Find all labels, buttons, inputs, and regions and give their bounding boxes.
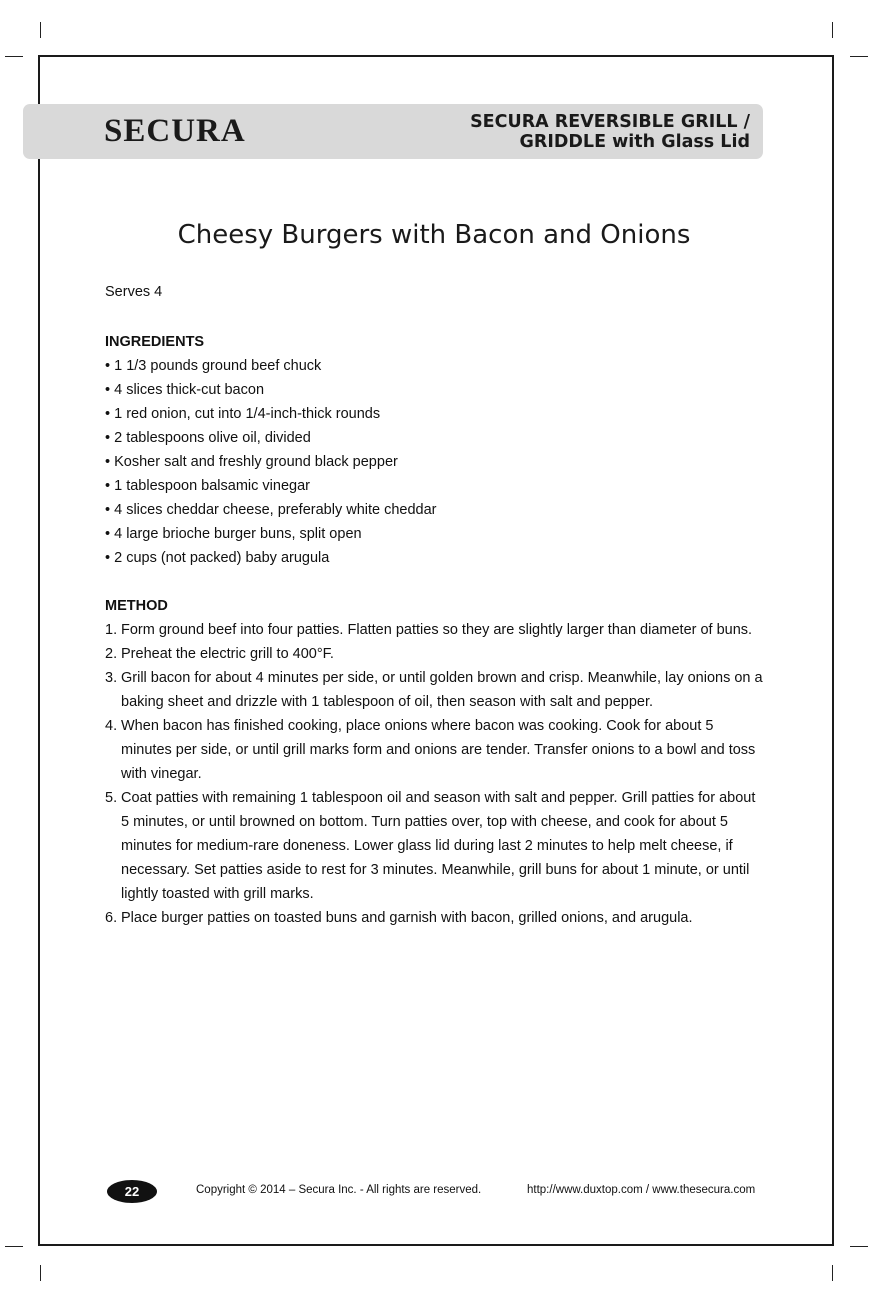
step-text: Grill bacon for about 4 minutes per side, or until golden brown and crisp. Meanwhile, lay onions on a baking sheet and drizzle with 1 tablespoon of oil, then season with salt and pepper.	[121, 670, 763, 710]
crop-mark	[40, 22, 41, 38]
website-links: http://www.duxtop.com / www.thesecura.com	[527, 1184, 756, 1196]
crop-mark	[832, 22, 833, 38]
ingredient-item: • Kosher salt and freshly ground black pepper	[105, 454, 398, 470]
ingredient-item: • 1 tablespoon balsamic vinegar	[105, 478, 310, 494]
brand-logo: SECURA	[104, 113, 246, 149]
product-title	[470, 112, 750, 152]
ingredient-item: • 4 slices cheddar cheese, preferably white cheddar	[105, 502, 437, 518]
method-step	[105, 666, 765, 714]
crop-mark	[40, 1265, 41, 1281]
crop-mark	[850, 56, 868, 57]
ingredients-list	[105, 354, 765, 570]
step-number: 1.	[105, 622, 118, 638]
crop-mark	[5, 56, 23, 57]
method-step	[105, 618, 765, 642]
method-list	[105, 618, 765, 930]
ingredients-section	[105, 330, 765, 570]
serves-text: Serves 4	[105, 284, 163, 300]
crop-mark	[850, 1246, 868, 1247]
page-footer	[0, 1180, 874, 1204]
recipe-title: Cheesy Burgers with Bacon and Onions	[177, 220, 691, 250]
step-text: Coat patties with remaining 1 tablespoon oil and season with salt and pepper. Grill patties for about 5 minutes, or until browned on bottom. Turn patties over, top with cheese, and cook for about 5 minutes for medium-rare doneness. Lower glass lid during last 2 minutes to help melt cheese, if necessary. Set patties aside to rest for 3 minutes. Meanwhile, grill buns for about 1 minute, or until lightly toasted with grill marks.	[121, 790, 756, 902]
product-title-line2: GRIDDLE with Glass Lid	[519, 132, 750, 152]
ingredient-item: • 2 tablespoons olive oil, divided	[105, 430, 311, 446]
step-number: 3.	[105, 670, 118, 686]
method-heading: METHOD	[105, 598, 168, 614]
step-text: When bacon has finished cooking, place onions where bacon was cooking. Cook for about 5 minutes per side, or until grill marks form and onions are tender. Transfer onions to a bowl and toss with vinegar.	[121, 718, 756, 782]
ingredient-item: • 1 red onion, cut into 1/4-inch-thick rounds	[105, 406, 381, 422]
ingredient-item: • 4 large brioche burger buns, split open	[105, 526, 362, 542]
method-step	[105, 786, 765, 906]
ingredient-item: • 2 cups (not packed) baby arugula	[105, 550, 330, 566]
ingredient-item: • 4 slices thick-cut bacon	[105, 382, 265, 398]
method-step	[105, 906, 765, 930]
crop-mark	[832, 1265, 833, 1281]
ingredients-heading: INGREDIENTS	[105, 334, 205, 350]
method-section	[105, 594, 765, 930]
step-text: Preheat the electric grill to 400°F.	[121, 646, 334, 662]
crop-mark	[5, 1246, 23, 1247]
method-step	[105, 642, 765, 666]
product-title-line1: SECURA REVERSIBLE GRILL /	[470, 112, 750, 132]
step-number: 5.	[105, 790, 118, 806]
step-number: 2.	[105, 646, 118, 662]
step-text: Form ground beef into four patties. Flatten patties so they are slightly larger than diameter of buns.	[121, 622, 753, 638]
step-number: 6.	[105, 910, 118, 926]
ingredient-item: • 1 1/3 pounds ground beef chuck	[105, 358, 322, 374]
method-step	[105, 714, 765, 786]
step-number: 4.	[105, 718, 118, 734]
step-text: Place burger patties on toasted buns and garnish with bacon, grilled onions, and arugula.	[121, 910, 693, 926]
page-number-badge: 22	[107, 1180, 157, 1203]
copyright-text: Copyright © 2014 – Secura Inc. - All rights are reserved.	[196, 1184, 482, 1196]
